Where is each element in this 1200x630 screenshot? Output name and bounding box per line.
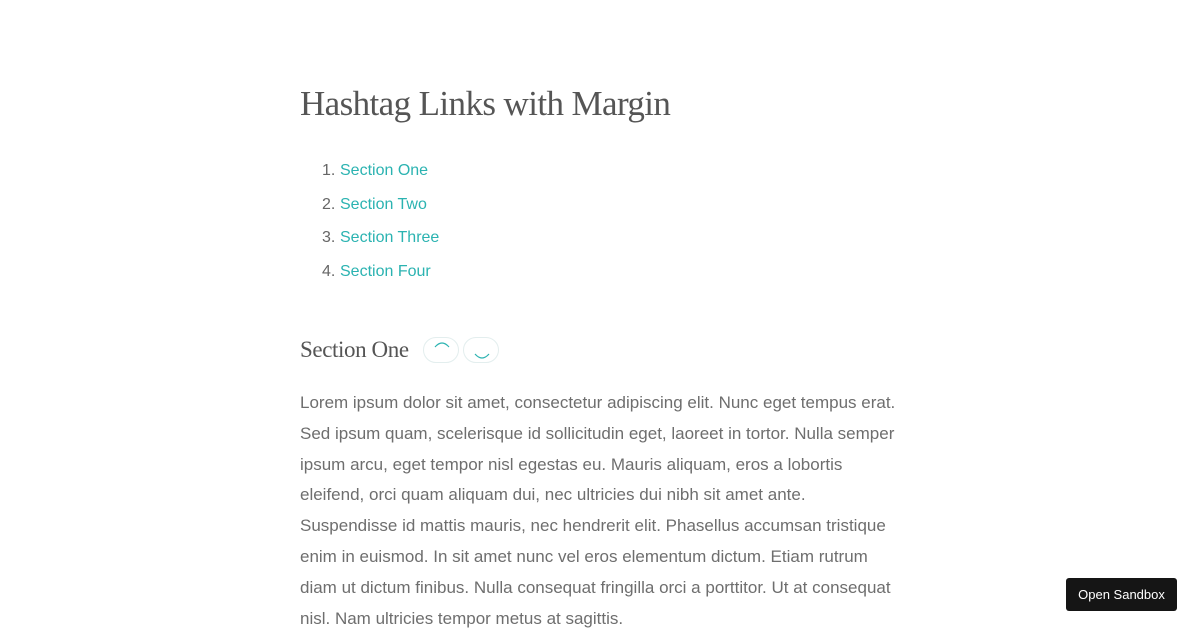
section-title: Section One xyxy=(300,337,409,362)
scroll-up-button[interactable] xyxy=(423,337,459,363)
toc-number: 2. xyxy=(322,195,336,213)
toc-link-section-three[interactable]: Section Three xyxy=(340,229,440,246)
toc-number: 1. xyxy=(322,162,336,179)
section-header xyxy=(300,334,499,366)
section-body-text: Lorem ipsum dolor sit amet, consectetur adipiscing elit. Nunc eget tempus erat. Sed ipsum quam, scelerisque id sollicitudin eget, laoreet in tortor. Nulla semper ipsum arcu, eget tempor nisl egestas eu. Mauris aliquam, eros a lobortis eleifend, orci quam aliquam dui, nec ultricies dui nibh sit amet ante. Suspendisse id mattis mauris, nec hendrerit elit. Phasellus accumsan tristique enim in euismod. In sit amet nunc vel eros elementum dictum. Etiam rutrum diam ut dictum finibus. Nulla consequat fringilla orci a porttitor. Ut at consequat nisl. Nam ultricies tempor metus at sagittis. xyxy=(300,393,896,628)
toc-link-section-one[interactable]: Section One xyxy=(340,162,429,179)
chevron-up-icon xyxy=(434,340,450,348)
toc-number: 4. xyxy=(322,262,336,280)
open-sandbox-button[interactable]: Open Sandbox xyxy=(1066,578,1177,611)
chevron-down-icon xyxy=(474,353,490,361)
toc-number: 3. xyxy=(322,229,336,246)
scroll-down-button[interactable] xyxy=(463,337,499,363)
toc-link-section-four[interactable]: Section Four xyxy=(340,262,431,280)
toc-link-section-two[interactable]: Section Two xyxy=(340,195,427,213)
page-title: Hashtag Links with Margin xyxy=(300,84,671,123)
